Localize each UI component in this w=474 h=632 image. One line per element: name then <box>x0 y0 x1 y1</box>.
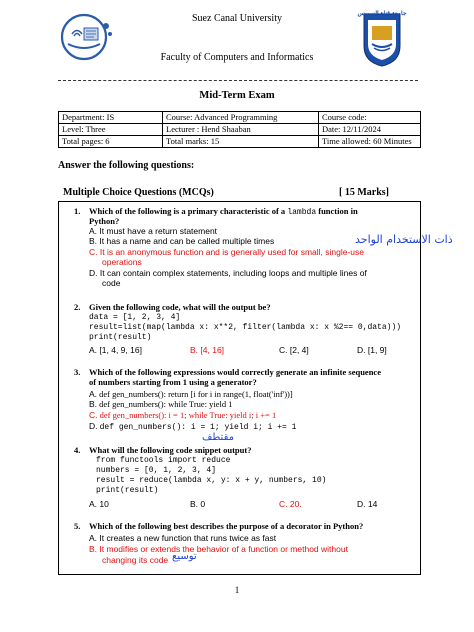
q4-question: What will the following code snippet output? <box>89 445 252 455</box>
page-number: 1 <box>234 585 240 595</box>
q1-handwritten-note: ذات الاستخدام الواحد <box>355 233 453 246</box>
q5-option-b-cont: changing its code <box>102 555 169 565</box>
q2-option-b <box>190 345 224 355</box>
option-letter: B. <box>89 399 98 409</box>
option-letter: A. <box>89 345 98 355</box>
q1-question <box>89 206 417 219</box>
option-text: def gen_numbers(): return [i for i in range(1, float('inf'))] <box>99 389 293 399</box>
level-cell: Level: Three <box>59 124 163 136</box>
option-text: [4, 16] <box>200 345 225 355</box>
option-letter: A. <box>89 226 98 236</box>
option-text: 0 <box>200 499 206 509</box>
table-row <box>59 112 421 124</box>
q3-number: 3. <box>74 367 81 377</box>
option-letter: C. <box>279 345 288 355</box>
option-letter: D. <box>357 345 366 355</box>
option-letter: A. <box>89 499 98 509</box>
q3-question-line1: Which of the following expressions would correctly generate an infinite sequence <box>89 367 381 377</box>
q3-handwritten-note: مقتطف <box>202 432 234 443</box>
q2-code-line2: result=list(map(lambda x: x**2, filter(lambda x: x %2== 0,data))) <box>89 323 402 332</box>
option-letter: B. <box>190 345 199 355</box>
q2-number: 2. <box>74 302 81 312</box>
option-letter: D. <box>89 421 98 431</box>
q2-code-line1: data = [1, 2, 3, 4] <box>89 313 181 322</box>
option-letter: C. <box>279 499 288 509</box>
option-text: It must have a return statement <box>99 226 218 236</box>
option-text: It creates a new function that runs twice as fast <box>99 533 277 543</box>
option-letter: A. <box>89 533 98 543</box>
table-row <box>59 136 421 148</box>
faculty-name: Faculty of Computers and Informatics <box>160 52 314 63</box>
q5-option-a <box>89 533 276 543</box>
q1-text-b: function in <box>316 206 358 216</box>
university-name: Suez Canal University <box>192 13 282 24</box>
right-logo <box>358 8 406 68</box>
q1-option-c-cont: operations <box>102 257 142 267</box>
q1-option-a <box>89 226 217 236</box>
q1-question-line2: Python? <box>89 216 120 226</box>
option-text: [2, 4] <box>289 345 309 355</box>
option-text: def gen_numbers(): i = 1; yield i; i += 1 <box>99 423 297 432</box>
q4-code-line2: numbers = [0, 1, 2, 3, 4] <box>96 466 217 475</box>
option-text: 10 <box>99 499 109 509</box>
q2-code-line3: print(result) <box>89 333 152 342</box>
option-letter: A. <box>89 389 98 399</box>
option-letter: B. <box>89 236 98 246</box>
q1-option-d <box>89 268 367 278</box>
lecturer-cell: Lecturer : Hend Shaaban <box>163 124 319 136</box>
option-text: 20. <box>289 499 302 509</box>
q5-option-b <box>89 544 348 554</box>
q3-option-b <box>89 399 233 409</box>
option-text: It modifies or extends the behavior of a function or method without <box>99 544 348 554</box>
q1-option-d-cont: code <box>102 278 121 288</box>
option-letter: D. <box>357 499 366 509</box>
q4-code-line4: print(result) <box>96 486 159 495</box>
q4-option-d <box>357 499 377 509</box>
option-text: 14 <box>367 499 378 509</box>
q5-number: 5. <box>74 521 81 531</box>
q4-option-a <box>89 499 109 509</box>
option-text: It has a name and can be called multiple times <box>99 236 275 246</box>
department-cell: Department: IS <box>59 112 163 124</box>
q3-option-c <box>89 410 276 420</box>
option-letter: B. <box>190 499 199 509</box>
option-text: def gen_numbers(): i = 1; while True: yield i; i += 1 <box>99 410 277 420</box>
q2-option-d <box>357 345 387 355</box>
q3-question-line2: of numbers starting from 1 using a generator? <box>89 377 257 387</box>
header-divider <box>58 80 418 81</box>
q1-option-b <box>89 236 274 246</box>
q4-option-c <box>279 499 302 509</box>
q4-option-b <box>190 499 205 509</box>
q3-option-a <box>89 389 293 399</box>
instruction-text: Answer the following questions: <box>58 160 195 171</box>
option-text: It is an anonymous function and is generally used for small, single-use <box>99 247 364 257</box>
course-cell: Course: Advanced Programming <box>163 112 319 124</box>
course-code-cell: Course code: <box>319 112 421 124</box>
right-logo-caption: جامعة قناة السويس <box>357 11 407 17</box>
mcq-marks: [ 15 Marks] <box>339 187 389 198</box>
exam-info-table <box>58 111 421 148</box>
q5-handwritten-note: توسيع <box>172 551 197 562</box>
option-letter: D. <box>89 268 98 278</box>
q2-option-a <box>89 345 142 355</box>
q4-number: 4. <box>74 445 81 455</box>
q4-code-line1: from functools import reduce <box>96 456 231 465</box>
q4-code-line3: result = reduce(lambda x, y: x + y, numbers, 10) <box>96 476 327 485</box>
q1-text-a: Which of the following is a primary characteristic of a <box>89 206 288 216</box>
time-allowed-cell: Time allowed: 60 Minutes <box>319 136 421 148</box>
q5-question: Which of the following best describes the purpose of a decorator in Python? <box>89 521 364 531</box>
q2-question: Given the following code, what will the output be? <box>89 302 271 312</box>
option-text: It can contain complex statements, including loops and multiple lines of <box>99 268 367 278</box>
date-cell: Date: 12/11/2024 <box>319 124 421 136</box>
suez-canal-seal-icon <box>358 8 406 68</box>
option-letter: B. <box>89 544 98 554</box>
q2-option-c <box>279 345 309 355</box>
option-text: def gen_numbers(): while True: yield 1 <box>99 399 233 409</box>
q3-option-d <box>89 421 296 433</box>
q1-code-word: lambda <box>287 208 317 217</box>
option-text: [1, 4, 9, 16] <box>99 345 142 355</box>
exam-title: Mid-Term Exam <box>199 90 275 101</box>
option-text: [1, 9] <box>367 345 387 355</box>
table-row <box>59 124 421 136</box>
q1-option-c <box>89 247 364 257</box>
option-letter: C. <box>89 410 98 420</box>
q1-number: 1. <box>74 206 81 216</box>
option-letter: C. <box>89 247 98 257</box>
mcq-title: Multiple Choice Questions (MCQs) <box>63 187 214 198</box>
total-pages-cell: Total pages: 6 <box>59 136 163 148</box>
total-marks-cell: Total marks: 15 <box>163 136 319 148</box>
